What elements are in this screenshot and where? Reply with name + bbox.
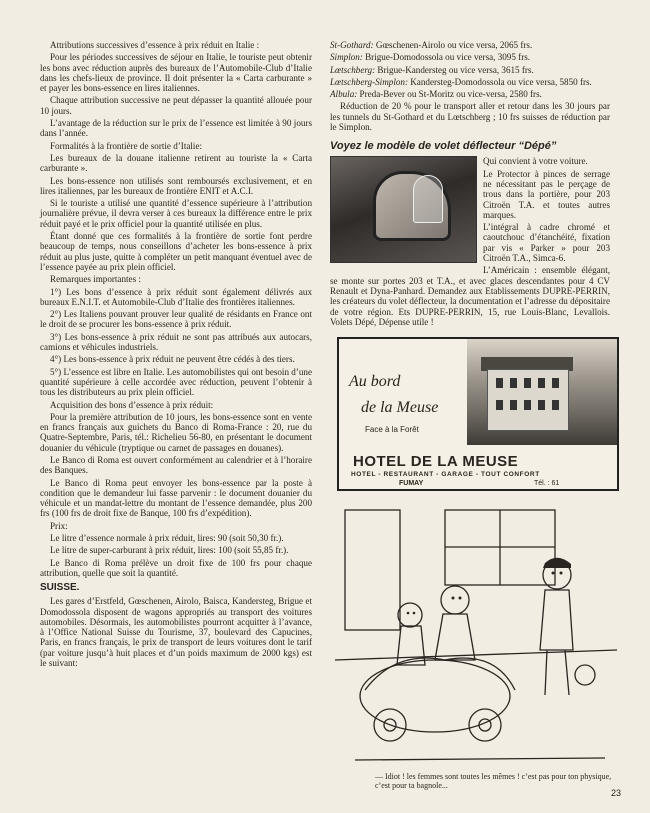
rate-line bbox=[330, 65, 610, 75]
hotel-name: HOTEL DE LA MEUSE bbox=[353, 453, 519, 470]
rate-text: Preda-Bever ou St-Moritz ou vice-versa, 2580 frs. bbox=[357, 89, 542, 100]
paragraph: Pour les périodes successives de séjour en Italie, le touriste peut obtenir les bons avec réduction auprès des bureaux de l’Automobile-Club d’Italie dans les chefs-lieux de province. Il doit présenter la « Carta carburante » et payer les bons-essence en lires italiennes. bbox=[40, 52, 312, 94]
hotel-advert bbox=[337, 337, 619, 491]
rate-label: Simplon: bbox=[330, 52, 363, 63]
paragraph: 1°) Les bons d’essence à prix réduit sont également délivrés aux bureaux E.N.I.T. et Automobile-Club d’Italie des frontières italiennes. bbox=[40, 286, 312, 307]
hotel-town: FUMAY bbox=[399, 480, 424, 487]
paragraph: 3°) Les bons-essence à prix réduit ne sont pas attribués aux autocars, camions et véhicules industriels. bbox=[40, 331, 312, 353]
rate-text: Kandersteg-Domodossola ou vice versa, 5850 frs. bbox=[407, 76, 592, 87]
hotel-tagline-1: Au bord bbox=[349, 373, 401, 390]
rate-label: St-Gothard: bbox=[330, 40, 374, 50]
paragraph: Prix: bbox=[50, 520, 68, 531]
paragraph: L’avantage de la réduction sur le prix de l’essence est limitée à 90 jours dans l’année. bbox=[40, 118, 312, 139]
section-heading-suisse: SUISSE. bbox=[40, 582, 80, 594]
cartoon-caption: — Idiot ! les femmes sont toutes les mêmes ! c’est pas pour ton physique, c’est pour ta bagnole... bbox=[375, 772, 612, 790]
paragraph: Chaque attribution successive ne peut dépasser la quantité allouée pour 10 jours. bbox=[40, 95, 312, 116]
paragraph: Si le touriste a utilisé une quantité d’essence supérieure à l’attribution journalière prévue, il devra verser à ces bureaux la différence entre le prix réduit payé et le prix officiel pour la quantité utilisée en plus. bbox=[40, 198, 312, 229]
rate-label: Lœtschberg: bbox=[330, 64, 376, 75]
ad-text: Le Protector à pinces de serrage ne nécessitant pas le perçage de trous dans la portière, pour 203 Citroën T.A. et toutes autres marques. bbox=[483, 168, 610, 220]
rate-text: Brigue-Kandersteg ou vice versa, 3615 frs. bbox=[375, 64, 534, 75]
cartoon-illustration bbox=[335, 500, 617, 770]
hotel-tagline-3: Face à la Forêt bbox=[365, 425, 419, 434]
rate-text: Brigue-Domodossola ou vice versa, 3095 frs. bbox=[362, 52, 531, 63]
hotel-building bbox=[487, 369, 569, 431]
paragraph: Les gares d’Erstfeld, Gœschenen, Airolo, Baisca, Kandersteg, Brigue et Domodossola disposent de wagons appropriés au transport des voitures automobiles. Désormais, les automobilistes pourront acquitter à l’avance, à l’Office National Suisse du Tourisme, 37, boulevard des Capucines, Paris, en francs français, le prix de transport de leurs voitures dont le tarif (par voiture jusqu’à huit places et d’un poids maximum de 2000 kgs) est le suivant: bbox=[40, 596, 312, 669]
hotel-photo bbox=[467, 339, 617, 445]
paragraph: Le Banco di Roma prélève un droit fixe de 100 frs pour chaque attribution, quelle que soit la quantité. bbox=[40, 557, 312, 578]
hotel-services: HOTEL - RESTAURANT - GARAGE - TOUT CONFORT bbox=[351, 471, 540, 478]
paragraph: Remarques importantes : bbox=[50, 274, 141, 285]
paragraph: Les bons-essence non utilisés sont remboursés exclusivement, et en lires italiennes, par les bureaux de frontière ENIT et A.C.I. bbox=[40, 175, 312, 196]
paragraph: 2°) Les Italiens pouvant prouver leur qualité de résidants en France ont le droit de se procurer les bons-essence à prix réduit. bbox=[40, 309, 312, 330]
paragraph: Attributions successives d’essence à prix réduit en Italie : bbox=[50, 40, 260, 50]
page-number: 23 bbox=[611, 788, 622, 798]
paragraph: Les bureaux de la douane italienne retirent au touriste la « Carta carburante ». bbox=[40, 152, 312, 174]
paragraph: Le litre de super-carburant à prix réduit, lires: 100 (soit 55,85 fr.). bbox=[50, 545, 289, 556]
paragraph: Acquisition des bons d’essence à prix réduit: bbox=[50, 399, 214, 410]
left-column bbox=[40, 40, 312, 670]
paragraph: Étant donné que ces formalités à la frontière de sortie font perdre beaucoup de temps, nous conseillons d’acheter les bons-essence à prix réduit au plus juste, quitte à compléter un petit manquant éventuel avec de l’essence payée au prix plein officiel. bbox=[40, 231, 312, 272]
deflector bbox=[413, 175, 443, 223]
rate-line bbox=[330, 52, 610, 62]
paragraph: 4°) Les bons-essence à prix réduit ne peuvent être cédés à des tiers. bbox=[50, 354, 295, 365]
hotel-tagline-2: de la Meuse bbox=[361, 399, 439, 416]
rate-line bbox=[330, 40, 610, 50]
rate-line bbox=[330, 89, 610, 99]
paragraph: Réduction de 20 % pour le transport aller et retour dans les 30 jours par les tunnels du St-Gothard et du Lœtschberg ; 10 frs suisses de réduction par le Simplon. bbox=[330, 101, 610, 133]
rate-label: Lœtschberg-Simplon: bbox=[330, 76, 408, 87]
ad-text: L’intégral à cadre chromé et caoutchouc d’étanchéité, fixation par vis « Parker » pour 203 Citroën T.A., Simca-6. bbox=[483, 222, 610, 264]
rate-line bbox=[330, 77, 610, 87]
deflector-ad bbox=[330, 156, 610, 327]
car-window-photo bbox=[330, 156, 477, 263]
hotel-phone: Tél. : 61 bbox=[534, 480, 560, 487]
paragraph: Le Banco di Roma peut envoyer les bons-essence par la poste à condition que le demandeur lui fasse parvenir : le document douanier du véhicule et un mandat-lettre du montant de l’essence demandée, plus 200 frs (100 frs de droit fixe de Banque, 100 frs d’expédition). bbox=[40, 477, 312, 519]
rate-label: Albula: bbox=[330, 89, 358, 100]
rate-text: Gœschenen-Airolo ou vice versa, 2065 frs. bbox=[373, 40, 533, 50]
paragraph: Pour la première attribution de 10 jours, les bons-essence sont en vente en francs français aux guichets du Banco di Roma-France : 20, rue du Quatre-Septembre, Paris, tél.: Richelieu 56-80, en présentant le document douanier du véhicule (tryptique ou carnet de passages en douanes). bbox=[40, 411, 312, 453]
ad-text: Qui convient à votre voiture. bbox=[483, 156, 588, 167]
paragraph: 5°) L’essence est libre en Italie. Les automobilistes qui ont besoin d’une quantité supérieure à celle accordée avec réduction, peuvent l’obtenir à tous les distributeurs au prix plein officiel. bbox=[40, 366, 312, 398]
ad-text: L’Américain : ensemble élégant, se monte sur portes 203 et T.A., et avec glaces descendantes pour 4 CV Renault et Dyna-Panhard. Demandez aux Etablissements DUPRE-PERRIN, les créateurs du volet déflecteur, la documentation et l’adresse du dépositaire de votre région. Ets DUPRE-PERRIN, 15, rue Louis-Blanc, Levallois. Volets Dépé, Dépense utile ! bbox=[330, 265, 610, 327]
paragraph: Formalités à la frontière de sortie d’Italie: bbox=[50, 140, 203, 151]
deflector-ad-title: Voyez le modèle de volet déflecteur “Dépé” bbox=[330, 140, 557, 153]
paragraph: Le Banco di Roma est ouvert conformément au calendrier et à l’horaire des Banques. bbox=[40, 454, 312, 476]
right-column bbox=[330, 40, 610, 329]
paragraph: Le litre d’essence normale à prix réduit, lires: 90 (soit 50,30 fr.). bbox=[50, 533, 284, 544]
